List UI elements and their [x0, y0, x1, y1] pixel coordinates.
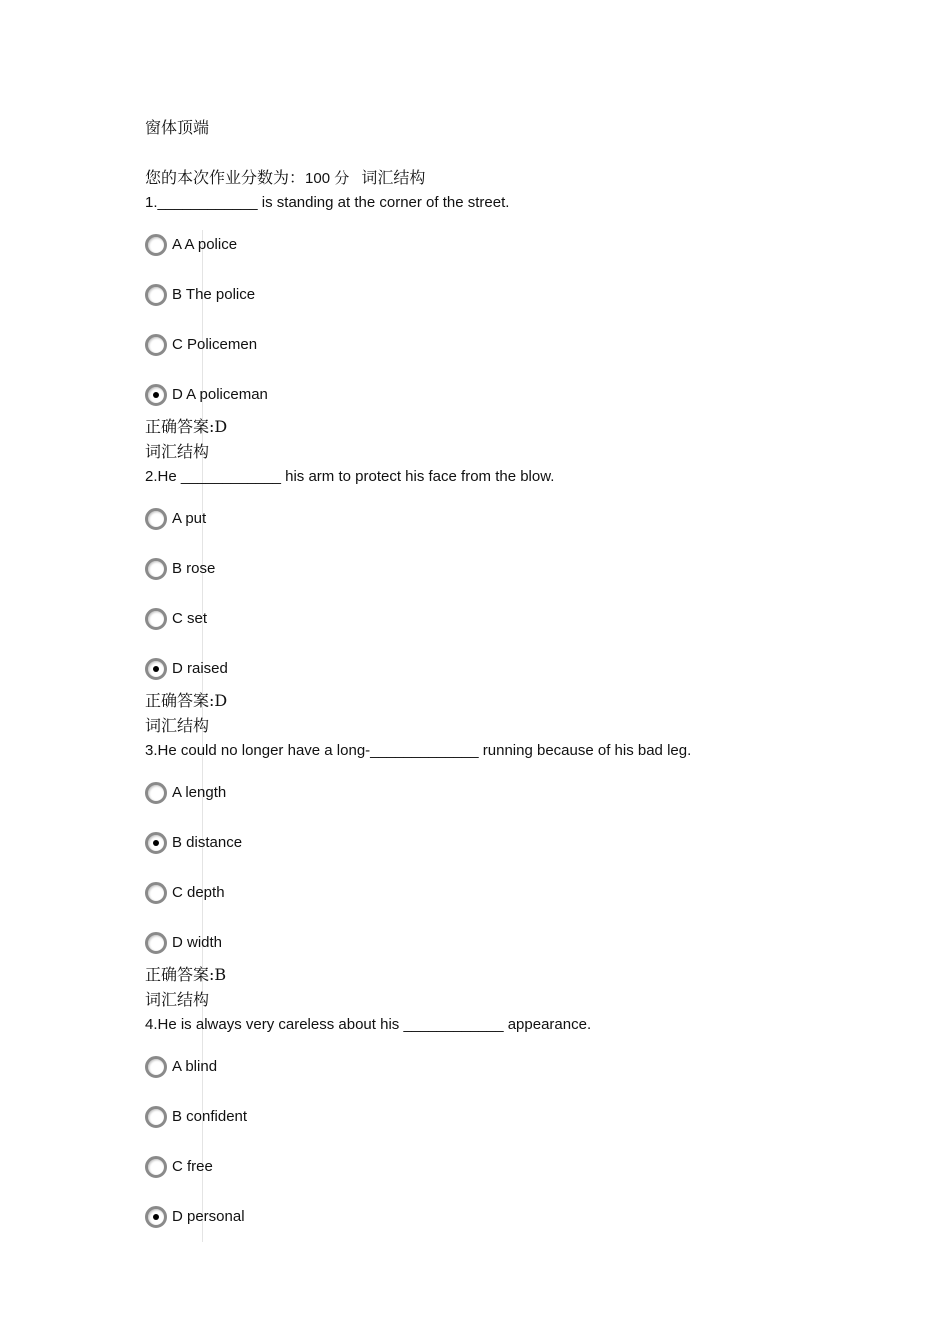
question-text: 2.He ____________ his arm to protect his face from the blow. [145, 468, 555, 485]
score-prefix: 您的本次作业分数为： [145, 168, 306, 187]
option-q3-b[interactable] [145, 828, 242, 858]
correct-answer: 正确答案:B [145, 965, 227, 984]
section-heading: 词汇结构 [145, 716, 210, 735]
option-label: C set [172, 610, 208, 627]
radio-unchecked-icon[interactable] [145, 508, 167, 530]
radio-dot [153, 392, 159, 398]
radio-unchecked-icon[interactable] [145, 334, 167, 356]
question-text: 1.____________ is standing at the corner of the street. [145, 194, 510, 211]
option-q1-d[interactable] [145, 380, 268, 410]
radio-unchecked-icon[interactable] [145, 782, 167, 804]
option-label: A put [172, 510, 207, 527]
score-line [145, 168, 425, 189]
section-heading: 词汇结构 [145, 442, 210, 461]
radio-unchecked-icon[interactable] [145, 608, 167, 630]
option-q3-c[interactable] [145, 878, 225, 908]
radio-unchecked-icon[interactable] [145, 234, 167, 256]
option-label: A blind [172, 1058, 218, 1075]
option-q2-a[interactable] [145, 504, 206, 534]
option-label: C free [172, 1158, 213, 1175]
option-label: B distance [172, 834, 243, 851]
option-label: D personal [172, 1208, 245, 1225]
option-label: B The police [172, 286, 256, 303]
option-label: B confident [172, 1108, 248, 1125]
radio-checked-icon[interactable] [145, 384, 167, 406]
score-value: 100 分 [305, 170, 350, 187]
option-q1-a[interactable] [145, 230, 237, 260]
question-text: 4.He is always very careless about his ____________ appearance. [145, 1016, 592, 1033]
option-q4-d[interactable] [145, 1202, 245, 1232]
option-label: D raised [172, 660, 228, 677]
option-q1-b[interactable] [145, 280, 255, 310]
option-label: B rose [172, 560, 216, 577]
radio-checked-icon[interactable] [145, 1206, 167, 1228]
radio-unchecked-icon[interactable] [145, 284, 167, 306]
option-label: D width [172, 934, 223, 951]
option-label: C depth [172, 884, 225, 901]
correct-answer: 正确答案:D [145, 417, 228, 436]
radio-unchecked-icon[interactable] [145, 882, 167, 904]
option-label: D A policeman [172, 386, 268, 403]
radio-unchecked-icon[interactable] [145, 1156, 167, 1178]
radio-checked-icon[interactable] [145, 658, 167, 680]
question-text: 3.He could no longer have a long-_____________ running because of his bad leg. [145, 742, 692, 759]
option-q2-c[interactable] [145, 604, 207, 634]
option-label: C Policemen [172, 336, 258, 353]
correct-answer: 正确答案:D [145, 691, 228, 710]
radio-checked-icon[interactable] [145, 832, 167, 854]
option-q4-b[interactable] [145, 1102, 247, 1132]
radio-unchecked-icon[interactable] [145, 1106, 167, 1128]
radio-dot [153, 666, 159, 672]
section-heading: 词汇结构 [145, 990, 210, 1009]
option-q2-b[interactable] [145, 554, 215, 584]
radio-unchecked-icon[interactable] [145, 932, 167, 954]
option-label: A length [172, 784, 227, 801]
radio-dot [153, 840, 159, 846]
radio-unchecked-icon[interactable] [145, 1056, 167, 1078]
option-q1-c[interactable] [145, 330, 257, 360]
section-heading: 词汇结构 [361, 168, 426, 187]
option-q3-a[interactable] [145, 778, 226, 808]
form-top-label: 窗体顶端 [145, 118, 210, 137]
option-q3-d[interactable] [145, 928, 222, 958]
radio-dot [153, 1214, 159, 1220]
option-q4-c[interactable] [145, 1152, 213, 1182]
radio-unchecked-icon[interactable] [145, 558, 167, 580]
option-q2-d[interactable] [145, 654, 228, 684]
option-label: A A police [172, 236, 238, 253]
option-q4-a[interactable] [145, 1052, 217, 1082]
